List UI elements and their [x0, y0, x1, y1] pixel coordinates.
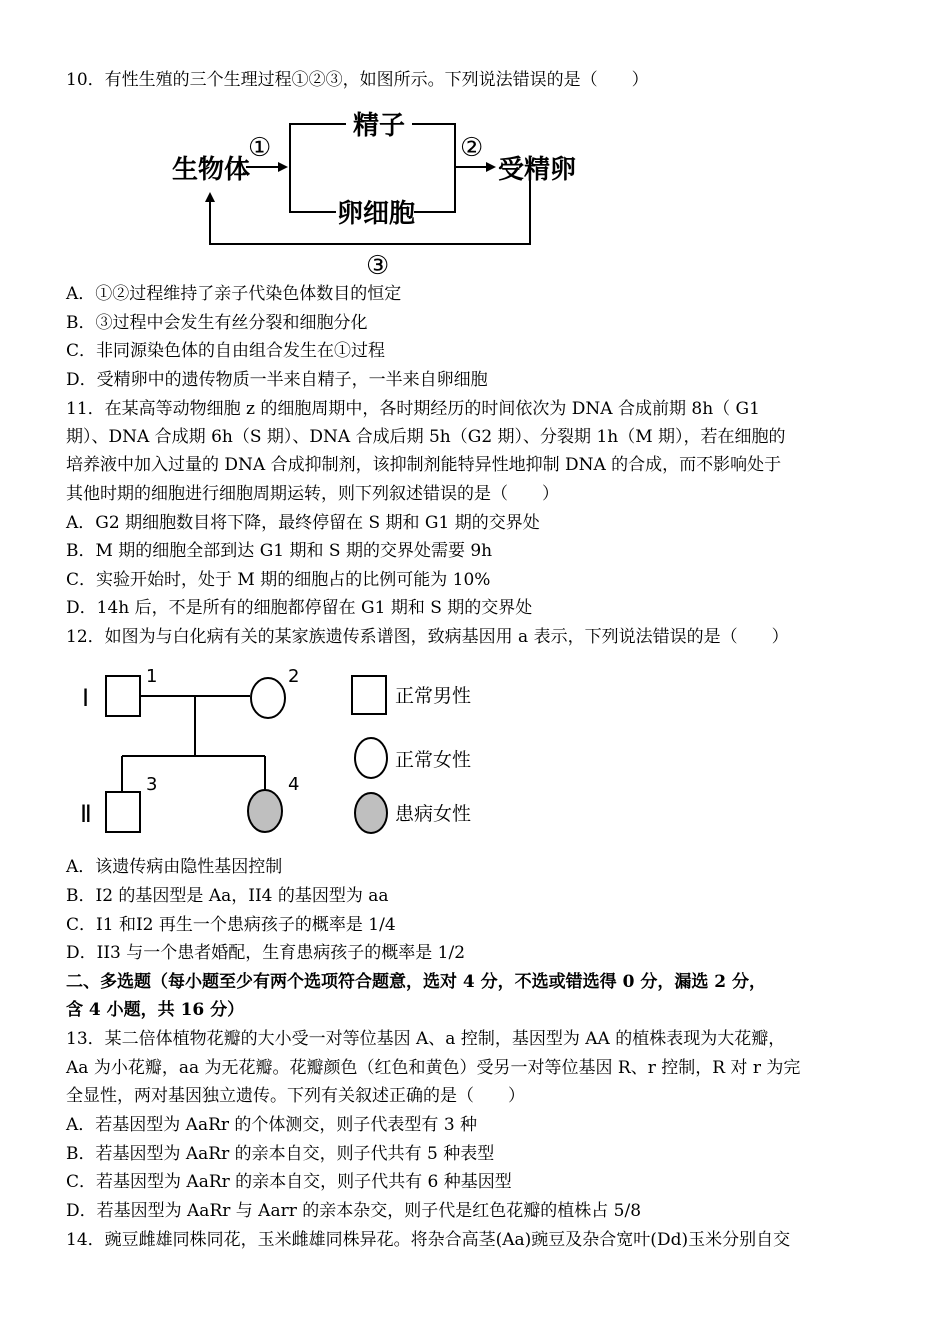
q13-stem-line-3: 全显性，两对基因独立遗传。下列有关叙述正确的是（ ）: [66, 1086, 525, 1106]
legend-male-label: 正常男性: [395, 685, 472, 707]
q14-stem-line-1: 14．豌豆雌雄同株同花，玉米雌雄同株异花。将杂合高茎(Aa)豌豆及杂合宽叶(Dd)玉米分别自交: [66, 1230, 791, 1250]
generation-2-label: Ⅱ: [80, 800, 92, 828]
organism-label: 生物体: [172, 155, 251, 185]
q11-stem-line-4: 其他时期的细胞进行细胞周期运转，则下列叙述错误的是（ ）: [66, 484, 559, 504]
q12-option-c: C．I1 和I2 再生一个患病孩子的概率是 1/4: [66, 915, 396, 935]
q13-option-c: C．若基因型为 AaRr 的亲本自交，则子代共有 6 种基因型: [66, 1172, 512, 1192]
generation-1-label: Ⅰ: [82, 684, 90, 712]
individual-II3-number: 3: [146, 774, 158, 795]
zygote-label: 受精卵: [498, 155, 577, 185]
individual-I1-number: 1: [146, 666, 158, 687]
q10-option-c: C．非同源染色体的自由组合发生在①过程: [66, 341, 386, 361]
q10-stem: 10．有性生殖的三个生理过程①②③，如图所示。下列说法错误的是（ ）: [66, 70, 649, 90]
sperm-label: 精子: [353, 111, 406, 141]
q11-stem-line-2: 期）、DNA 合成期 6h（S 期）、DNA 合成后期 5h（G2 期）、分裂期 1h（M 期），若在细胞的: [66, 427, 786, 447]
individual-I2: [251, 678, 285, 718]
legend-female-symbol: [355, 738, 387, 778]
section-2-heading-line-1: 二、多选题（每小题至少有两个选项符合题意，选对 4 分，不选或错选得 0 分，漏选 2 分，: [66, 972, 766, 992]
process-1-label: ①: [248, 133, 272, 163]
individual-II4: [248, 790, 282, 832]
q10-option-b: B．③过程中会发生有丝分裂和细胞分化: [66, 313, 368, 333]
legend-affected-label: 患病女性: [395, 803, 472, 825]
pedigree-chart: [70, 660, 490, 845]
legend-male-symbol: [352, 676, 386, 714]
q10-option-a: A．①②过程维持了亲子代染色体数目的恒定: [66, 284, 402, 304]
gamete-bracket-bottom: [412, 124, 455, 212]
q11-option-b: B．M 期的细胞全部到达 G1 期和 S 期的交界处需要 9h: [66, 541, 493, 561]
individual-II3: [106, 792, 140, 832]
q12-option-a: A．该遗传病由隐性基因控制: [66, 857, 283, 877]
life-cycle-diagram: [160, 104, 590, 280]
process-3-label: ③: [366, 251, 390, 280]
q12-stem: 12．如图为与白化病有关的某家族遗传系谱图，致病基因用 a 表示，下列说法错误的是（ ）: [66, 627, 789, 647]
q11-option-a: A．G2 期细胞数目将下降，最终停留在 S 期和 G1 期的交界处: [66, 513, 540, 533]
q11-option-d: D．14h 后，不是所有的细胞都停留在 G1 期和 S 期的交界处: [66, 598, 533, 618]
individual-I1: [106, 676, 140, 716]
legend-female-label: 正常女性: [395, 749, 472, 771]
q13-option-a: A．若基因型为 AaRr 的个体测交，则子代表型有 3 种: [66, 1115, 478, 1135]
individual-II4-number: 4: [288, 774, 300, 795]
process-2-label: ②: [460, 133, 484, 163]
q13-stem-line-1: 13．某二倍体植物花瓣的大小受一对等位基因 A、a 控制，基因型为 AA 的植株表现为大花瓣，: [66, 1029, 786, 1049]
q13-stem-line-2: Aa 为小花瓣，aa 为无花瓣。花瓣颜色（红色和黄色）受另一对等位基因 R、r 控制，R 对 r 为完: [66, 1058, 801, 1078]
q13-option-d: D．若基因型为 AaRr 与 Aarr 的亲本杂交，则子代是红色花瓣的植株占 5/8: [66, 1201, 642, 1221]
q12-option-b: B．I2 的基因型是 Aa，II4 的基因型为 aa: [66, 886, 389, 906]
q11-stem-line-1: 11．在某高等动物细胞 z 的细胞周期中，各时期经历的时间依次为 DNA 合成前期 8h（ G1: [66, 399, 760, 419]
q11-stem-line-3: 培养液中加入过量的 DNA 合成抑制剂，该抑制剂能特异性地抑制 DNA 的合成，而不影响处于: [66, 455, 782, 475]
q10-option-d: D．受精卵中的遗传物质一半来自精子，一半来自卵细胞: [66, 370, 488, 390]
individual-I2-number: 2: [288, 666, 300, 687]
legend-affected-symbol: [355, 793, 387, 833]
q12-option-d: D．II3 与一个患者婚配，生育患病孩子的概率是 1/2: [66, 943, 466, 963]
q11-option-c: C．实验开始时，处于 M 期的细胞占的比例可能为 10%: [66, 570, 491, 590]
q13-option-b: B．若基因型为 AaRr 的亲本自交，则子代共有 5 种表型: [66, 1144, 495, 1164]
egg-label: 卵细胞: [337, 199, 416, 229]
section-2-heading-line-2: 含 4 小题，共 16 分）: [66, 1000, 245, 1020]
